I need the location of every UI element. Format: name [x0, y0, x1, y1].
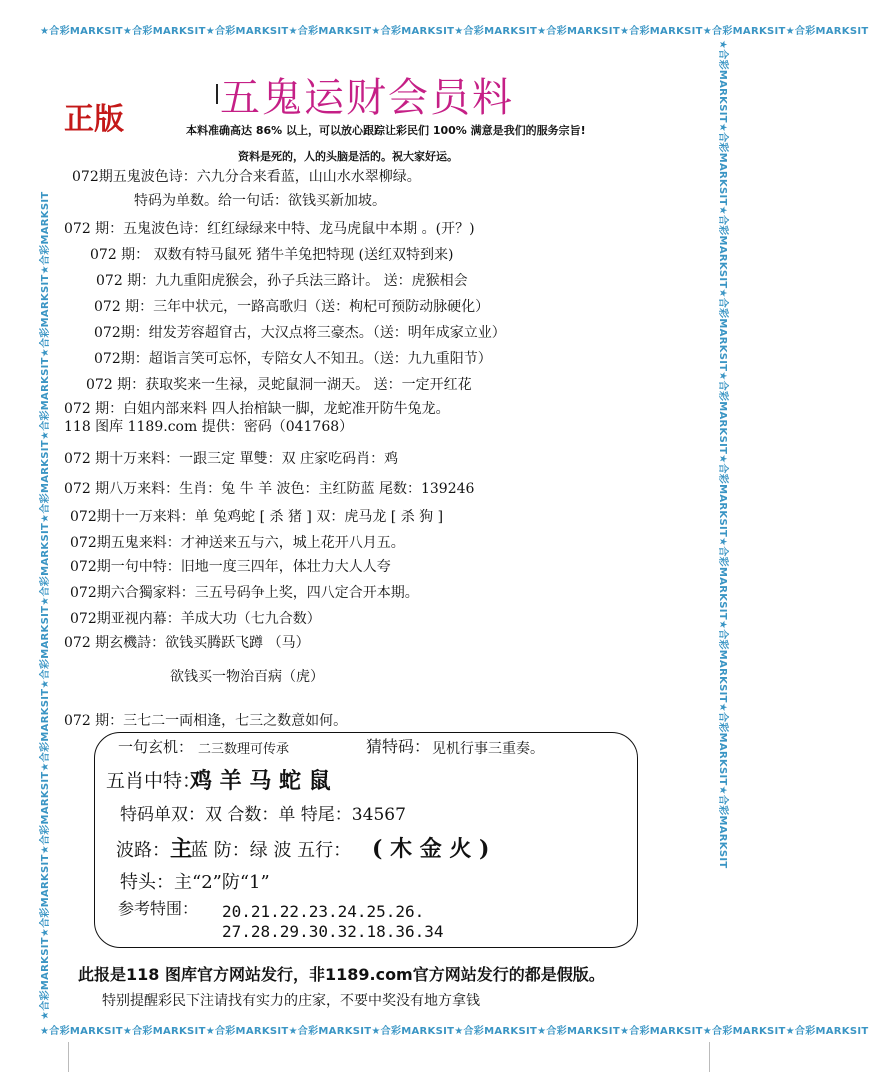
- line-6: 072 期：三年中状元，一路高歌归（送：枸杞可预防动脉硬化）: [94, 299, 490, 315]
- border-right: [716, 40, 732, 1020]
- line-1: 072期五鬼波色诗：六九分合来看蓝，山山水水翠柳绿。: [72, 169, 421, 185]
- wuxing-value: ( 木 金 火 ): [372, 836, 490, 862]
- border-left: [36, 40, 52, 1020]
- line-3: 072 期：五鬼波色诗：红红绿绿来中特、龙马虎鼠中本期 。(开？): [64, 221, 475, 237]
- line-8: 072期：超诣言笑可忘怀，专陪女人不知丑。（送：九九重阳节）: [94, 351, 492, 367]
- bottom-margin-lines: [68, 1042, 710, 1072]
- bolu-main: 主: [170, 836, 193, 862]
- subtitle-luck: 资料是死的，人的头脑是活的。祝大家好运。: [238, 150, 458, 163]
- border-bottom: [40, 1022, 869, 1038]
- line-14: 072期十一万来料：单 兔鸡蛇 [ 杀 猪 ] 双：虎马龙 [ 杀 狗 ]: [70, 509, 444, 525]
- yiju-value: 二三数理可传承: [198, 742, 290, 757]
- line-17: 072期六合獨家料：三五号码争上奖，四八定合开本期。: [70, 585, 419, 601]
- wuxiao-label: 五肖中特：: [106, 770, 202, 792]
- danshuang-line: 特码单双：双 合数：单 特尾：34567: [120, 805, 406, 825]
- border-text-top: ★合彩MARKSIT★合彩MARKSIT★合彩MARKSIT★合彩MARKSIT★合彩MARKSIT★合彩MARKSIT★合彩MARKSIT★合彩MARKSIT★合彩MARKSIT★合彩MARKSIT: [40, 26, 869, 37]
- bolu-label: 波路：: [116, 840, 170, 861]
- line-2: 特码为单数。给一句话：欲钱买新加坡。: [134, 193, 386, 209]
- cankao-range-2: 27.28.29.30.32.18.36.34: [222, 922, 444, 941]
- yiju-label: 一句玄机：: [118, 738, 194, 756]
- line-13: 072 期八万来料：生肖：兔 牛 羊 波色：主红防蓝 尾数：139246: [64, 481, 475, 497]
- line-20: 欲钱买一物治百病（虎）: [170, 669, 324, 685]
- line-5: 072 期：九九重阳虎猴会，孙子兵法三路计。 送：虎猴相会: [96, 273, 468, 289]
- line-10: 072 期：白姐内部来料 四人抬棺缺一脚，龙蛇准开防牛兔龙。: [64, 401, 450, 417]
- page-title: 五鬼运财会员料: [220, 75, 514, 121]
- border-text-left: ★合彩MARKSIT★合彩MARKSIT★合彩MARKSIT★合彩MARKSIT★合彩MARKSIT★合彩MARKSIT★合彩MARKSIT★合彩MARKSIT★合彩MARKSIT★合彩MARKSIT: [40, 191, 51, 1020]
- line-19: 072 期玄機詩：欲钱买腾跃飞蹲 （马）: [64, 635, 310, 651]
- line-9: 072 期：获取奖来一生禄，灵蛇鼠洞一湖天。 送：一定开红花: [86, 377, 472, 393]
- cai-value: 见机行事三重奏。: [432, 741, 544, 757]
- footer-official-notice: 此报是118 图库官方网站发行，非1189.com官方网站发行的都是假版。: [78, 965, 605, 984]
- line-21: 072 期：三七二一両相逢，七三之数意如何。: [64, 713, 348, 729]
- cai-label: 猜特码：: [366, 737, 431, 756]
- line-18: 072期亚视内幕：羊成大功（七九合数）: [70, 611, 321, 627]
- tetou-line: 特头：主“2”防“1”: [120, 872, 270, 893]
- cankao-range-1: 20.21.22.23.24.25.26.: [222, 902, 425, 921]
- subtitle-accuracy: 本料准确高达 86% 以上，可以放心跟踪让彩民们 100% 满意是我们的服务宗旨!: [186, 124, 586, 137]
- border-top: [40, 22, 869, 38]
- line-4: 072 期： 双数有特马鼠死 猪牛羊兔把特现 (送红双特到来): [90, 247, 454, 263]
- border-text-bottom: ★合彩MARKSIT★合彩MARKSIT★合彩MARKSIT★合彩MARKSIT★合彩MARKSIT★合彩MARKSIT★合彩MARKSIT★合彩MARKSIT★合彩MARKSIT★合彩MARKSIT: [40, 1026, 869, 1037]
- title-bar: [216, 84, 218, 104]
- line-16: 072期一句中特：旧地一度三四年，体壮力大人人夸: [70, 559, 391, 575]
- line-12: 072 期十万来料：一跟三定 單雙：双 庄家吃码肖：鸡: [64, 451, 399, 467]
- line-11: 118 图库 1189.com 提供：密码（041768）: [64, 419, 354, 435]
- footer-reminder: 特别提醒彩民下注请找有实力的庄家，不要中奖没有地方拿钱: [102, 993, 480, 1009]
- cankao-label: 参考特围：: [118, 899, 199, 918]
- border-text-right: ★合彩MARKSIT★合彩MARKSIT★合彩MARKSIT★合彩MARKSIT★合彩MARKSIT★合彩MARKSIT★合彩MARKSIT★合彩MARKSIT★合彩MARKSIT★合彩MARKSIT: [717, 40, 728, 869]
- authentic-badge: 正版: [64, 102, 124, 137]
- wuxiao-value: 鸡 羊 马 蛇 鼠: [190, 768, 331, 794]
- line-15: 072期五鬼来料：才神送来五与六，城上花开八月五。: [70, 535, 405, 551]
- bolu-rest: 蓝 防：绿 波 五行：: [190, 840, 352, 861]
- line-7: 072期：绀发芳容超窅古，大汉点将三豪杰。（送：明年成家立业）: [94, 325, 506, 341]
